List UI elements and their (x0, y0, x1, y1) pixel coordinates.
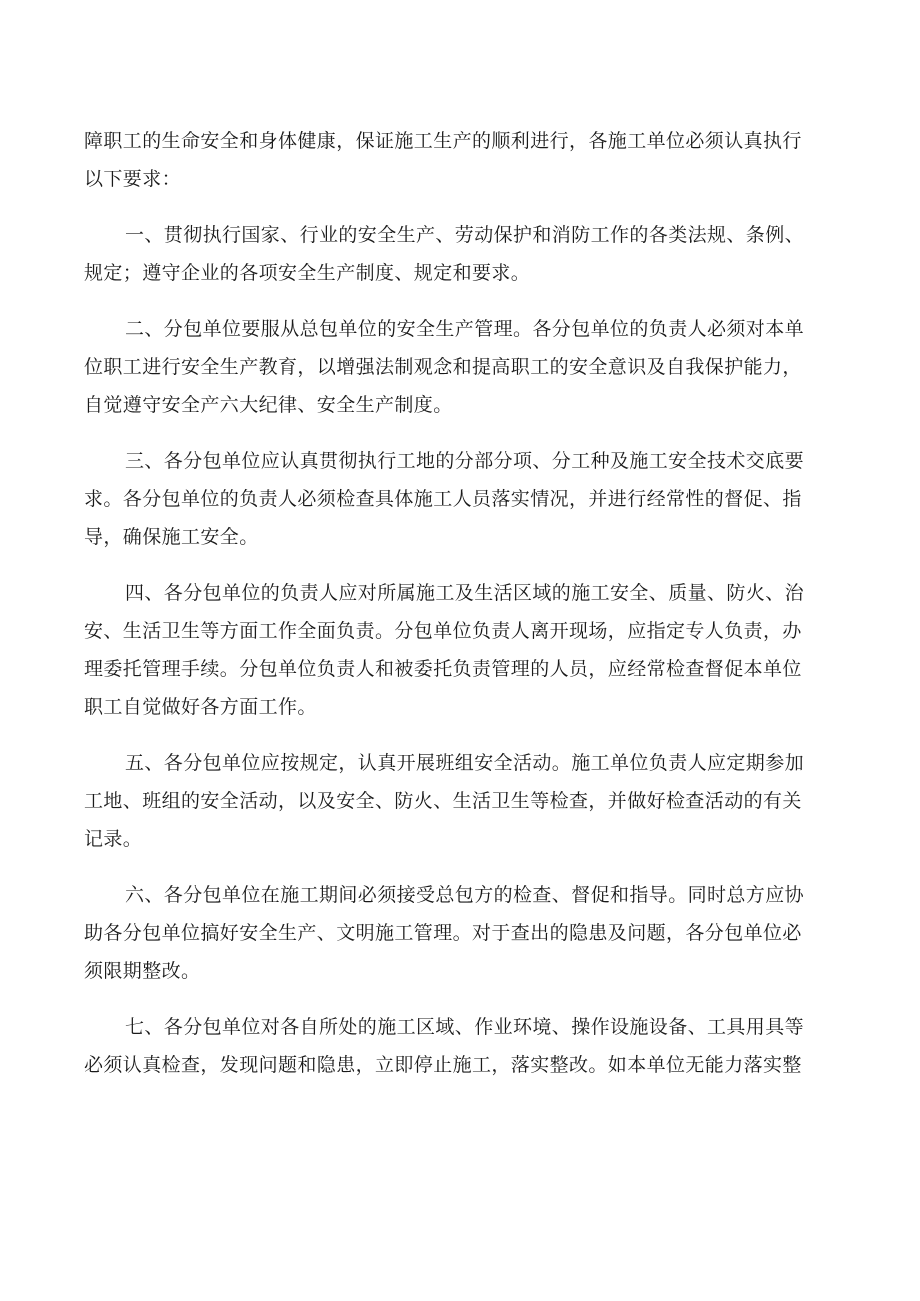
document-body (84, 122, 829, 1102)
text-line: 六、各分包单位在施工期间必须接受总包方的检查、督促和指导。同时总方应协 (125, 884, 805, 906)
paragraph-intro (84, 122, 829, 198)
text-line: 以下要求： (84, 168, 182, 190)
paragraph-3 (84, 442, 829, 556)
text-line: 导，确保施工安全。 (84, 526, 259, 548)
text-line: 理委托管理手续。分包单位负责人和被委托负责管理的人员，应经常检查督促本单位 (84, 658, 802, 680)
text-line: 自觉遵守安全产六大纪律、安全生产制度。 (84, 394, 453, 416)
text-line: 记录。 (84, 828, 143, 850)
text-line: 安、生活卫生等方面工作全面负责。分包单位负责人离开现场，应指定专人负责，办 (84, 620, 802, 642)
text-line: 三、各分包单位应认真贯彻执行工地的分部分项、分工种及施工安全技术交底要 (125, 450, 805, 472)
text-line: 助各分包单位搞好安全生产、文明施工管理。对于查出的隐患及问题，各分包单位必 (84, 922, 802, 944)
text-line: 四、各分包单位的负责人应对所属施工及生活区域的施工安全、质量、防火、治 (125, 582, 805, 604)
text-line: 二、分包单位要服从总包单位的安全生产管理。各分包单位的负责人必须对本单 (125, 318, 805, 340)
text-line: 职工自觉做好各方面工作。 (84, 696, 317, 718)
paragraph-1 (84, 216, 829, 292)
paragraph-4 (84, 574, 829, 726)
text-line: 求。各分包单位的负责人必须检查具体施工人员落实情况，并进行经常性的督促、指 (84, 488, 802, 510)
text-line: 规定；遵守企业的各项安全生产制度、规定和要求。 (84, 262, 531, 284)
text-line: 一、贯彻执行国家、行业的安全生产、劳动保护和消防工作的各类法规、条例、 (125, 224, 805, 246)
text-line: 七、各分包单位对各自所处的施工区域、作业环境、操作设施设备、工具用具等 (125, 1016, 805, 1038)
text-line: 工地、班组的安全活动，以及安全、防火、生活卫生等检查，并做好检查活动的有关 (84, 790, 802, 812)
paragraph-5 (84, 744, 829, 858)
text-line: 障职工的生命安全和身体健康，保证施工生产的顺利进行，各施工单位必须认真执行 (84, 130, 802, 152)
paragraph-6 (84, 876, 829, 990)
text-line: 必须认真检查，发现问题和隐患，立即停止施工，落实整改。如本单位无能力落实整 (84, 1054, 802, 1076)
paragraph-7 (84, 1008, 829, 1084)
text-line: 五、各分包单位应按规定，认真开展班组安全活动。施工单位负责人应定期参加 (125, 752, 805, 774)
text-line: 位职工进行安全生产教育，以增强法制观念和提高职工的安全意识及自我保护能力， (84, 356, 802, 378)
paragraph-2 (84, 310, 829, 424)
text-line: 须限期整改。 (84, 960, 201, 982)
